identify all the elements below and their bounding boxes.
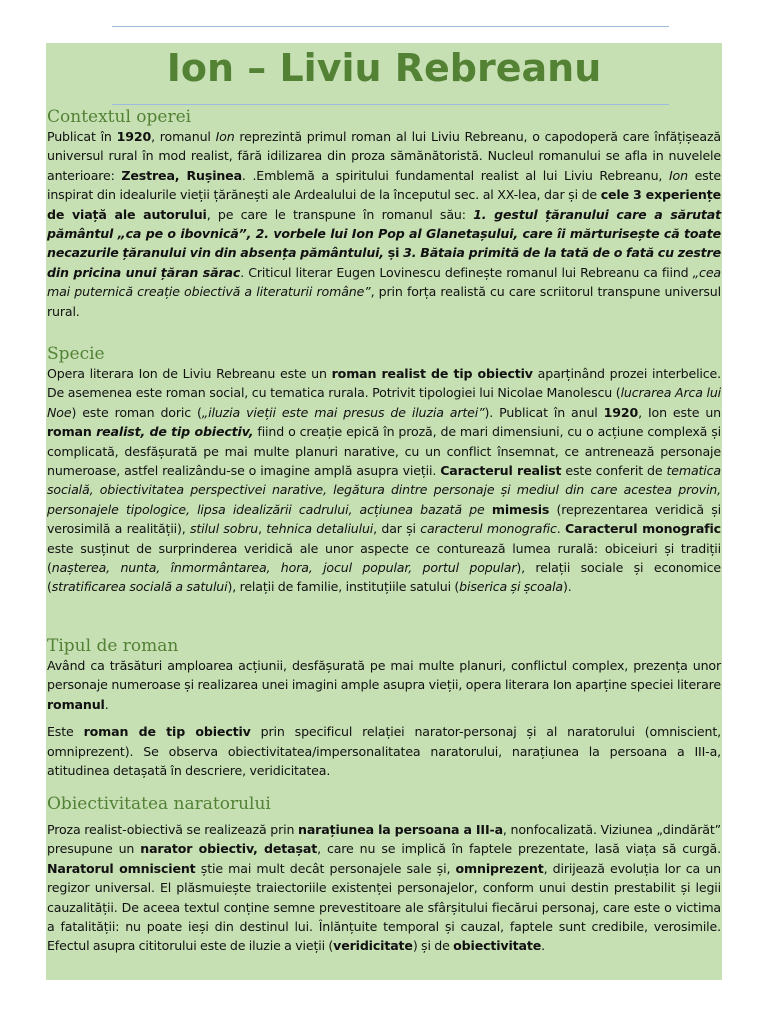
section-heading-specie: Specie — [47, 344, 105, 364]
section-paragraph-tipul-1: Având ca trăsături amploarea acțiunii, desfășurată pe mai multe planuri, conflictul complex, prezența unor personaje numeroase și realizarea unei imagini ample asupra vieții, opera literara Ion aparține speciei literare romanul. — [47, 658, 721, 712]
text-run: Zestrea, Rușinea — [121, 167, 242, 183]
text-run: lucrarea Arca lui Noe — [47, 385, 722, 420]
title-underline-rule — [112, 104, 669, 105]
section-paragraph-context: Publicat în 1920, romanul Ion reprezintă primul roman al lui Liviu Rebreanu, o capodoperă care înfățișează universul rural în mod realist, fără idilizarea din proza sămănătoristă. Nucleul romanului se afla in nuvelele anterioare: Zestrea, Rușinea. .Emblemă a spiritului fundamental realist al lui Liviu Rebreanu, Ion este inspirat din idealurile vieții țărănești ale Ardealului de la începutul sec. al XX-lea, dar și de cele 3 experiențe de viață ale autorului, pe care le transpune în romanul său: 1. gestul țăranului care a sărutat pământul „ca pe o ibovnică”, 2. vorbele lui Ion Pop al Glanetașului, care îi mărturisește că toate necazurile țăranului vin din absența pământului, și 3. Bătaia primită de la tată de o fată cu zestre din pricina unui țăran sărac. Criticul literar Eugen Lovinescu definește romanul lui Rebreanu ca fiind „cea mai puternică creație obiectivă a literaturii române”, prin forța realistă cu care scriitorul transpune universul rural. — [47, 129, 721, 319]
text-run: narațiunea la persoana a III-a — [298, 822, 503, 837]
text-run: omniprezent — [455, 860, 544, 876]
text-run: 1920 — [603, 404, 639, 420]
text-run: realist, de tip obiectiv, — [96, 424, 254, 440]
section-context — [47, 107, 721, 321]
text-run: romanul — [47, 696, 105, 712]
text-run: veridicitate — [333, 938, 413, 954]
text-run: stratificarea socială a satului — [51, 579, 228, 595]
text-run: roman — [47, 424, 97, 440]
text-run: 1. gestul țăranului care a sărutat pământul „ca pe o ibovnică”, 2. vorbele lui Ion Pop al Glanetașului, care îi mărturisește că toate necazurile țăranului vin din absența pământului, — [47, 206, 721, 261]
section-paragraph-obiectivitatea: Proza realist-obiectivă se realizează prin narațiunea la persoana a III-a, nonfocalizată. Viziunea „dindărăt” presupune un narator obiectiv, detașat, care nu se implică în faptele prezentate, lasă viața să curgă. Naratorul omniscient știe mai mult decât personajele sale și, omniprezent, dirijează evoluția lor ca un regizor universal. El plăsmuiește traiectoriile existenței personajelor, conform unui destin prestabilit și legii cauzalității. De aceea textul conține semne prevestitoare ale sfârșitului fiecărui personaj, care este o victima a fatalității: nu poate ieși din destinul lui. Înlănțuite temporal și cauzal, faptele sunt credibile, verosimile. Efectul asupra cititorului este de iluzie a vieții (veridicitate) și de obiectivitate. — [47, 822, 721, 954]
text-run: Ion — [215, 129, 235, 144]
text-run: tematica socială, obiectivitatea perspectivei narative, legătura dintre personaje și mediul din care acestea provin, personajele tipologice, lipsa idealizării cadrului, acțiunea bazată pe — [47, 463, 722, 517]
text-run: narator obiectiv, detașat — [140, 841, 318, 857]
text-run: Caracterul realist — [440, 463, 562, 479]
section-tipul-de-roman — [47, 636, 721, 780]
text-run: caracterul monografic — [420, 521, 557, 537]
text-run: „iluzia vieții este mai presus de iluzia artei” — [201, 404, 485, 420]
text-run: 1920 — [116, 129, 152, 144]
top-header-rule — [112, 26, 669, 27]
text-run: Ion — [668, 167, 688, 183]
text-run: stilul sobru — [189, 521, 259, 537]
text-run: roman realist de tip obiectiv — [331, 366, 533, 381]
text-run: biserica și școala — [459, 579, 563, 595]
text-run: Caracterul monografic — [564, 521, 721, 537]
text-run: Naratorul omniscient — [47, 860, 196, 876]
section-heading-obiectivitatea: Obiectivitatea naratorului — [47, 794, 271, 814]
text-run: cele 3 experiențe de viață ale autorului — [47, 187, 721, 222]
text-run: mimesis — [491, 501, 550, 517]
section-heading-context: Contextul operei — [47, 107, 192, 127]
text-run: nașterea, nunta, înmormântarea, hora, jocul popular, portul popular — [51, 560, 517, 576]
text-run: tehnica detaliului — [266, 521, 374, 537]
section-specie — [47, 344, 721, 597]
text-run: „cea mai puternică creație obiectivă a literaturii române” — [47, 264, 721, 300]
text-run: 3. Bătaia primită de la tată de o fată cu zestre din pricina unui țăran sărac — [47, 245, 721, 280]
text-run: și — [387, 245, 404, 261]
page-title: Ion – Liviu Rebreanu — [166, 46, 602, 90]
text-run: roman de tip obiectiv — [83, 724, 251, 740]
section-heading-tipul: Tipul de roman — [47, 636, 179, 656]
text-run: obiectivitate — [453, 938, 542, 954]
section-obiectivitatea — [47, 794, 721, 956]
section-paragraph-specie: Opera literara Ion de Liviu Rebreanu este un roman realist de tip obiectiv aparținând prozei interbelice. De asemenea este roman social, cu tematica rurala. Potrivit tipologiei lui Nicolae Manolescu (lucrarea Arca lui Noe) este roman doric („iluzia vieții este mai presus de iluzia artei”). Publicat în anul 1920, Ion este un roman realist, de tip obiectiv, fiind o creație epică în proză, de mari dimensiuni, cu o acțiune complexă și complicată, desfășurată pe mai multe planuri narative, cu un conflict însemnat, ce antrenează personaje numeroase, astfel realizându-se o imagine amplă asupra vieții. Caracterul realist este conferit de tematica socială, obiectivitatea perspectivei narative, legătura dintre personaje și mediul din care acestea provin, personajele tipologice, lipsa idealizării cadrului, acțiunea bazată pe mimesis (reprezentarea veridică și verosimilă a realității), stilul sobru, tehnica detaliului, dar și caracterul monografic. Caracterul monografic este susținut de surprinderea veridică ale unor aspecte ce conturează lumea rurală: obiceiuri și tradiții (nașterea, nunta, înmormântarea, hora, jocul popular, portul popular), relații sociale și economice (stratificarea socială a satului), relații de familie, instituțiile satului (biserica și școala). — [47, 366, 722, 595]
document-panel — [46, 43, 722, 980]
section-paragraph-tipul-2: Este roman de tip obiectiv prin specificul relației narator-personaj și al naratorului (omniscient, omniprezent). Se observa obiectivitatea/impersonalitatea naratorului, narațiunea la persoana a III-a, atitudinea detașată în descriere, veridicitatea. — [47, 724, 722, 779]
